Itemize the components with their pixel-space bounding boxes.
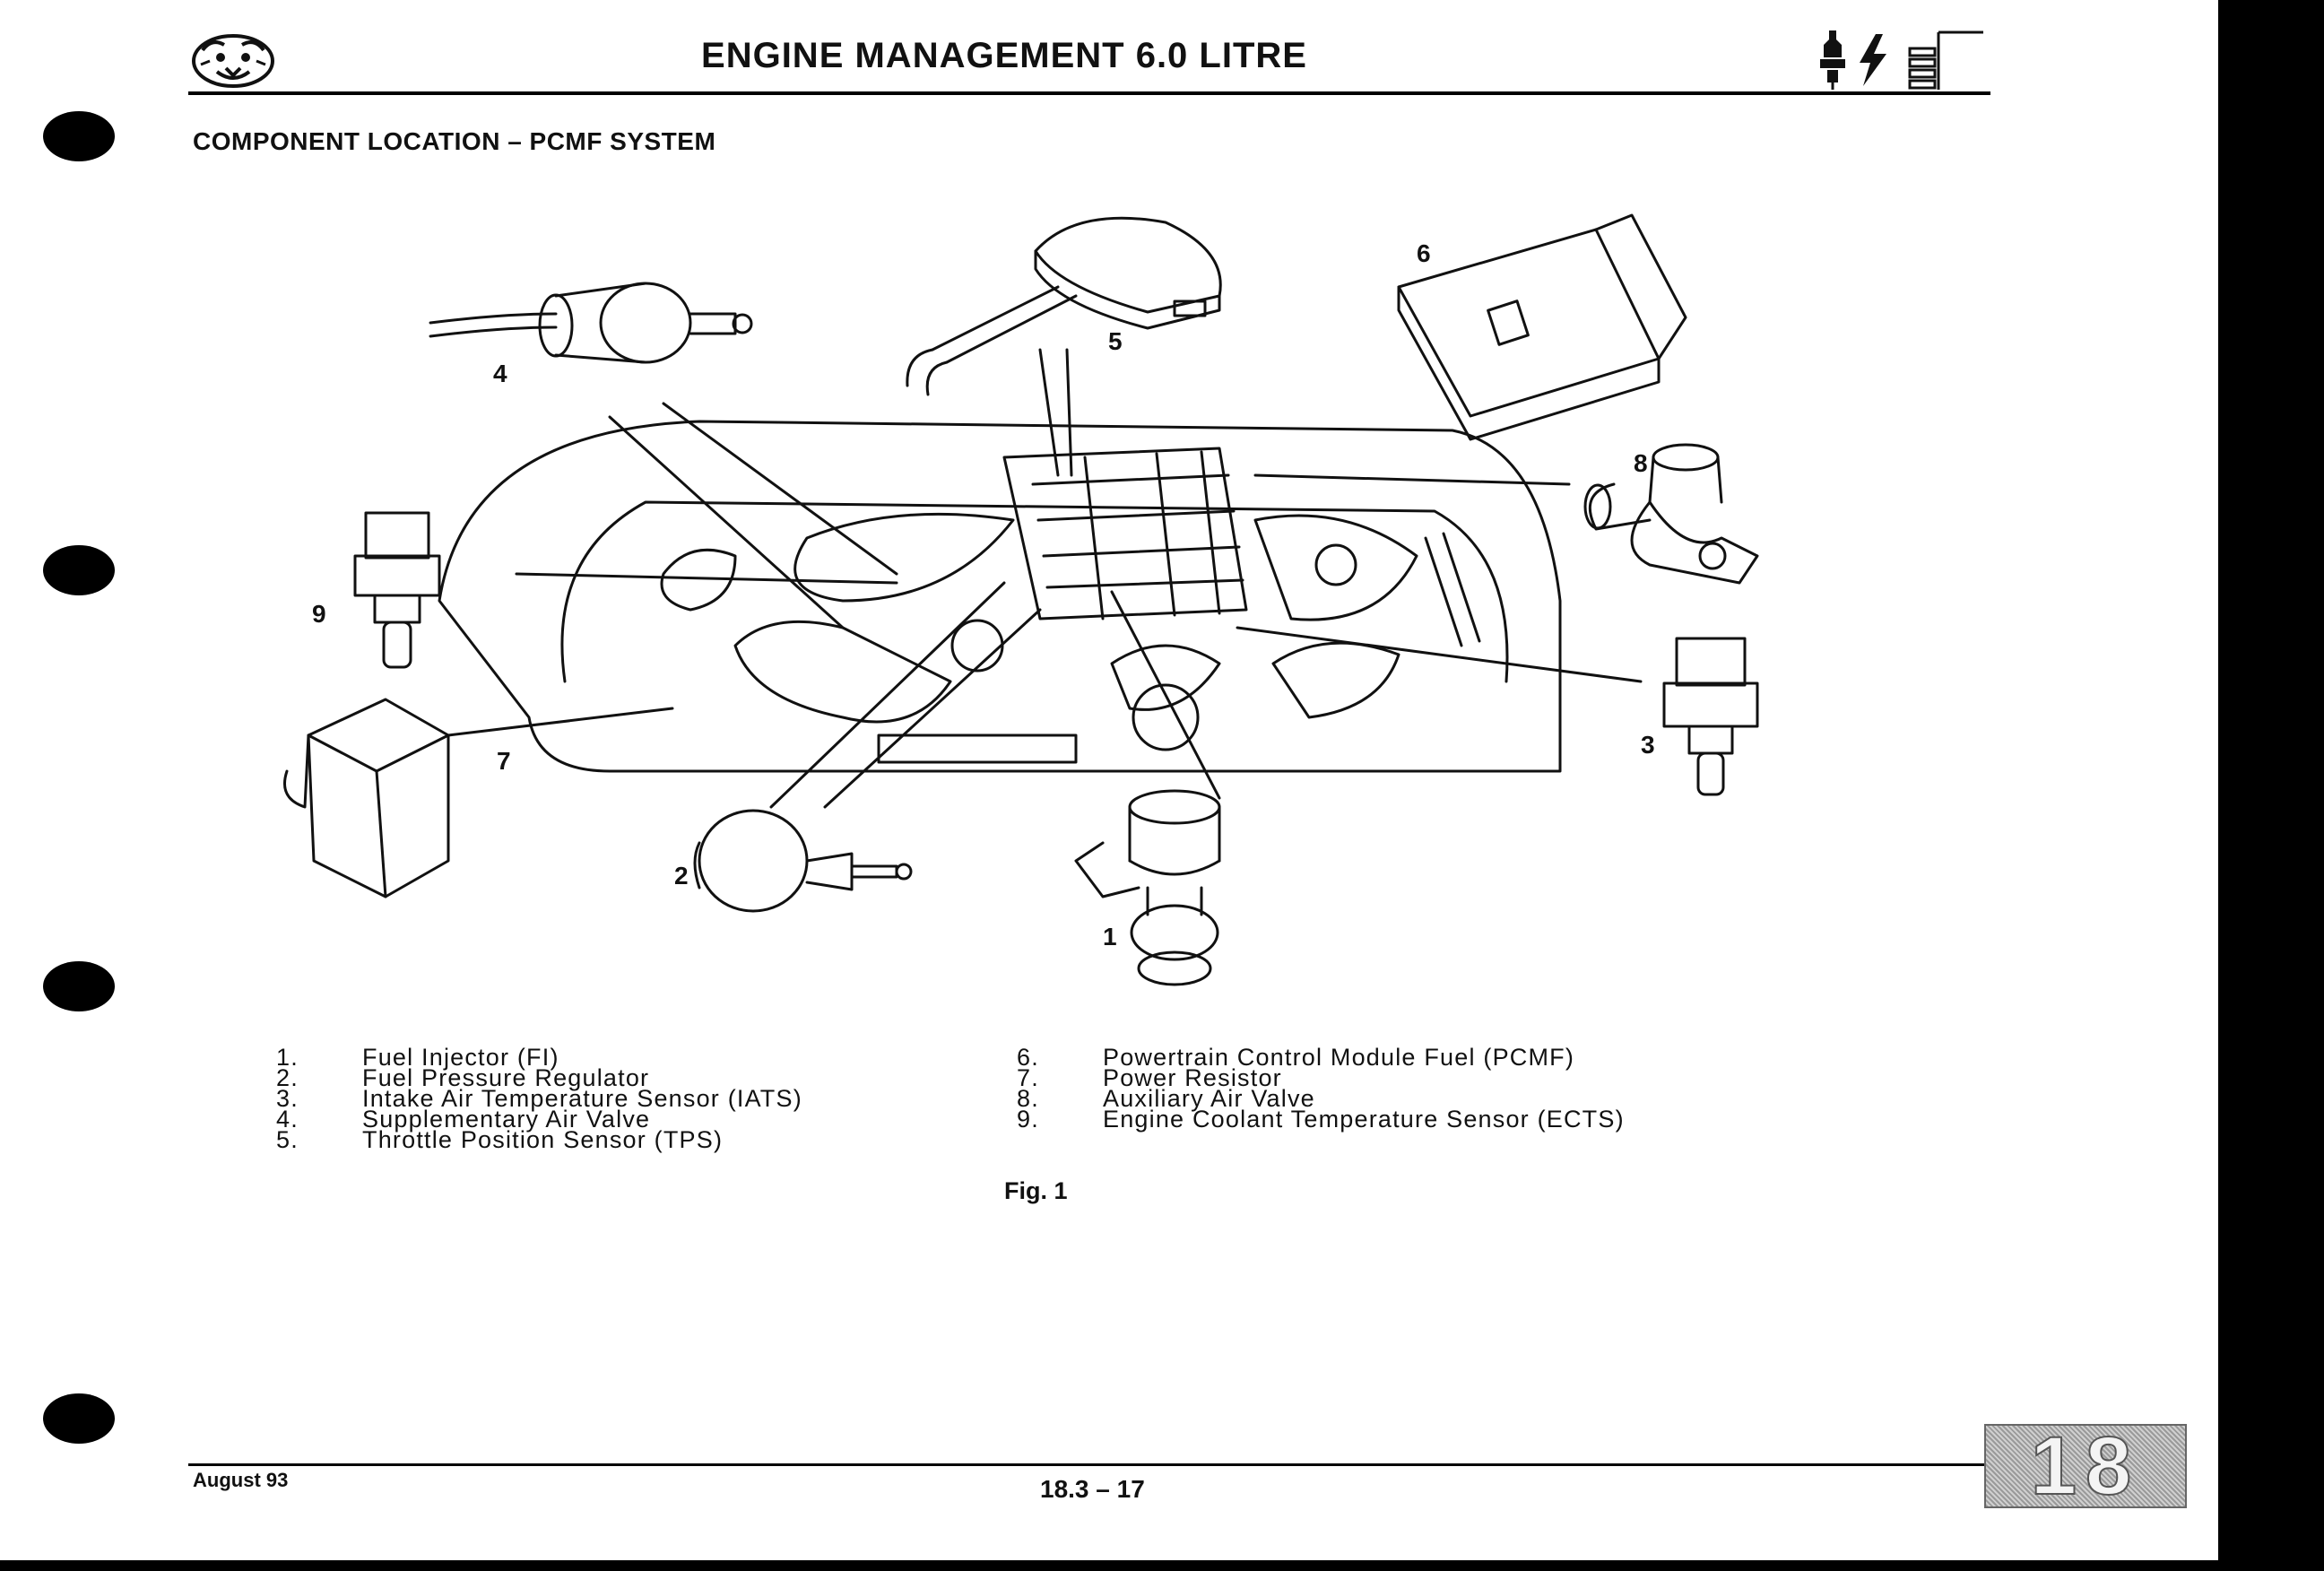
ects-sensor-drawing [355,513,439,667]
legend-item-2: Fuel Pressure Regulator [362,1064,650,1091]
legend-num-6: 6. [1017,1044,1039,1071]
page-header-title: ENGINE MANAGEMENT 6.0 LITRE [701,36,1307,75]
pcmf-module-drawing [1399,215,1686,439]
leader-lines [269,179,1641,807]
supplementary-air-valve-drawing [430,283,751,362]
legend-num-8: 8. [1017,1085,1039,1112]
legend-item-6: Powertrain Control Module Fuel (PCMF) [1103,1044,1575,1071]
callout-1: 1 [1103,923,1117,950]
legend-item-3: Intake Air Temperature Sensor (IATS) [362,1085,802,1112]
iats-sensor-drawing [1664,638,1757,794]
legend-item-8: Auxiliary Air Valve [1103,1085,1315,1112]
legend-item-9: Engine Coolant Temperature Sensor (ECTS) [1103,1106,1625,1133]
legend-item-5: Throttle Position Sensor (TPS) [362,1126,724,1153]
power-resistor-drawing [285,699,449,897]
binder-hole [43,545,115,595]
legend-num-4: 4. [276,1106,299,1133]
footer-rule [188,1463,1990,1466]
gauge-scale-icon [1910,32,1983,90]
footer-date: August 93 [193,1469,289,1491]
legend-num-7: 7. [1017,1064,1039,1091]
component-location-diagram [269,179,1883,1004]
legend-item-1: Fuel Injector (FI) [362,1044,559,1071]
callout-8: 8 [1634,449,1648,477]
legend-num-9: 9. [1017,1106,1039,1133]
callout-6: 6 [1417,239,1431,267]
callout-3: 3 [1641,731,1655,759]
binder-hole [43,111,115,161]
section-tab [1984,1420,2187,1512]
binder-hole [43,1393,115,1444]
binder-hole [43,961,115,1011]
callout-5: 5 [1108,327,1123,355]
legend-num-5: 5. [276,1126,299,1153]
spark-plug-icon [1820,30,1845,90]
legend-num-1: 1. [276,1044,299,1071]
scan-border-right [2218,0,2324,1571]
section-title: COMPONENT LOCATION – PCMF SYSTEM [193,127,716,155]
header-rule [188,91,1990,95]
engine-bay-drawing [439,421,1560,771]
legend-item-7: Power Resistor [1103,1064,1282,1091]
callout-4: 4 [493,360,507,387]
legend-num-2: 2. [276,1064,299,1091]
throttle-position-sensor-drawing [907,218,1220,395]
fuel-pressure-regulator-drawing [695,811,911,911]
legend-item-4: Supplementary Air Valve [362,1106,651,1133]
auxiliary-air-valve-drawing [1585,445,1757,583]
lightning-bolt-icon [1860,34,1886,86]
fuel-injector-drawing [1076,791,1219,985]
legend-num-3: 3. [276,1085,299,1112]
jaguar-head-icon [190,32,276,90]
callout-9: 9 [312,600,326,628]
figure-caption: Fig. 1 [1004,1177,1068,1204]
footer-page-number: 18.3 – 17 [1040,1475,1145,1503]
scan-border-bottom [0,1560,2324,1571]
section-tab-number: 18 [2030,1420,2141,1512]
system-icons [1813,27,1989,91]
callout-7: 7 [497,747,511,775]
callout-2: 2 [674,862,689,890]
